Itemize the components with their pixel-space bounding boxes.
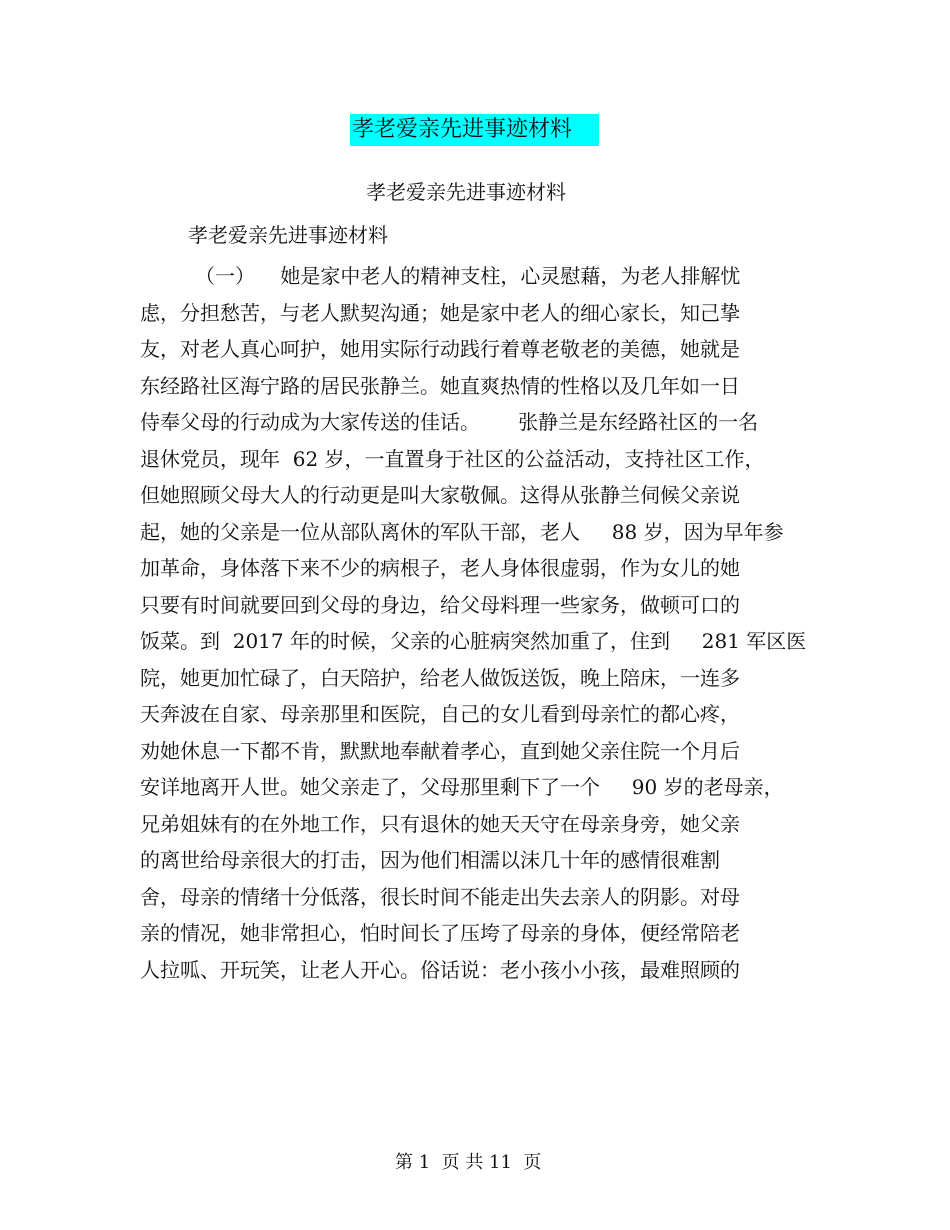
- body-line-14: 劝她休息一下都不肯，默默地奉献着孝心，直到她父亲住院一个月后: [140, 738, 740, 763]
- body-line-18: 舍，母亲的情绪十分低落，很长时间不能走出失去亲人的阴影。对母: [140, 884, 740, 909]
- body-line-19: 亲的情况，她非常担心，怕时间长了压垮了母亲的身体，便经常陪老: [140, 921, 740, 945]
- body-line-4: 东经路社区海宁路的居民张静兰。她直爽热情的性格以及几年如一日: [140, 373, 740, 398]
- body-line-9: 加革命，身体落下来不少的病根子，老人身体很虚弱，作为女儿的她: [140, 556, 740, 580]
- body-line-12: 院，她更加忙碌了，白天陪护，给老人做饭送饭，晚上陪床，一连多: [140, 665, 740, 690]
- body-line-13: 天奔波在自家、母亲那里和医院，自己的女儿看到母亲忙的都心疼，: [140, 702, 740, 726]
- body-line-2: 虑，分担愁苦，与老人默契沟通；她是家中老人的细心家长，知己挚: [140, 300, 740, 325]
- article-body: [140, 258, 820, 988]
- page-number-footer: 第 1 页 共 11 页: [395, 1152, 542, 1173]
- document-subtitle: 孝老爱亲先进事迹材料: [366, 180, 566, 204]
- section-title: 孝老爱亲先进事迹材料: [188, 223, 388, 247]
- highlighted-document-title: 孝老爱亲先进事迹材料: [350, 114, 599, 146]
- body-line-5: 侍奉父母的行动成为大家传送的佳话。 张静兰是东经路社区的一名: [140, 410, 759, 434]
- body-line-11: 饭菜。到 2017 年的时候，父亲的心脏病突然加重了，住到 281 军区医: [140, 629, 807, 653]
- body-line-7: 但她照顾父母大人的行动更是叫大家敬佩。这得从张静兰伺候父亲说: [140, 483, 740, 507]
- body-line-16: 兄弟姐妹有的在外地工作，只有退休的她天天守在母亲身旁，她父亲: [140, 811, 740, 836]
- body-line-1: （一） 她是家中老人的精神支柱，心灵慰藉，为老人排解忧: [195, 264, 741, 288]
- body-line-20: 人拉呱、开玩笑，让老人开心。俗话说：老小孩小小孩，最难照顾的: [140, 957, 740, 982]
- body-line-17: 的离世给母亲很大的打击，因为他们相濡以沫几十年的感情很难割: [140, 848, 720, 872]
- body-line-10: 只要有时间就要回到父母的身边，给父母料理一些家务，做顿可口的: [140, 592, 740, 617]
- body-line-8: 起，她的父亲是一位从部队离休的军队干部，老人 88 岁，因为早年参: [140, 519, 784, 544]
- body-line-6: 退休党员，现年 62 岁，一直置身于社区的公益活动，支持社区工作，: [140, 446, 765, 471]
- body-line-15: 安详地离开人世。她父亲走了，父母那里剩下了一个 90 岁的老母亲，: [140, 775, 784, 799]
- body-line-3: 友，对老人真心呵护，她用实际行动践行着尊老敬老的美德，她就是: [140, 337, 740, 361]
